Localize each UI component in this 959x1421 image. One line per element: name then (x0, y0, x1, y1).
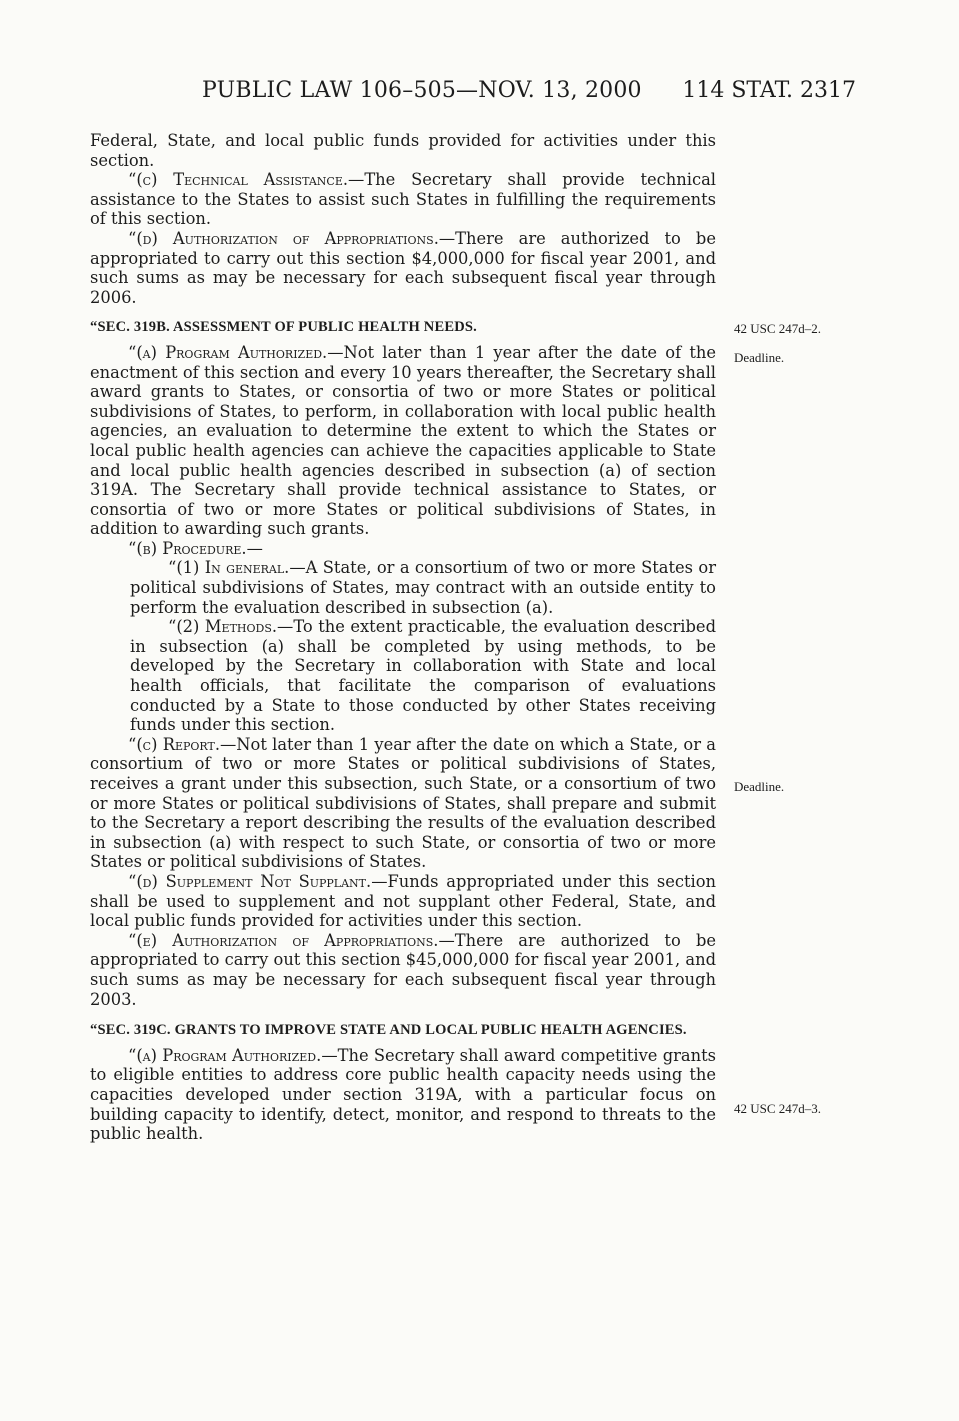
paragraph-319c-a: “(a) Program Authorized.—The Secretary shall award competitive grants to eligible entities to address core public health capacity needs using the capacities developed under section 319A, with a particular focus on building capacity to identify, detect, monitor, and respond to threats to the public health. (90, 1045, 717, 1144)
paragraph-heading: “(a) Program Authorized. (128, 1045, 322, 1065)
section-heading-319c: “SEC. 319C. GRANTS TO IMPROVE STATE AND LOCAL PUBLIC HEALTH AGENCIES. (90, 1022, 687, 1039)
paragraph-heading: “(d) Authorization of Appropriations. (128, 228, 439, 248)
margin-note-usc-319c: 42 USC 247d–3. (734, 1101, 822, 1116)
paragraph-heading: “(d) Supplement Not Supplant. (128, 871, 372, 891)
paragraph-heading: “(e) Authorization of Appropriations. (128, 930, 439, 950)
paragraph-319a-d: “(d) Authorization of Appropriations.—There are authorized to be appropriated to carry out this section $4,000,000 for fiscal year 2001, and such sums as may be necessary for each subsequent fiscal year through 2006. (90, 228, 716, 307)
page-header (90, 78, 856, 112)
running-title: PUBLIC LAW 106–505—NOV. 13, 2000 (202, 78, 642, 103)
paragraph-continued: Federal, State, and local public funds provided for activities under this section. (90, 131, 716, 170)
section-heading-319b: “SEC. 319B. ASSESSMENT OF PUBLIC HEALTH NEEDS. (90, 319, 477, 336)
paragraph-319b-d: “(d) Supplement Not Supplant.—Funds appropriated under this section shall be used to supplement and not supplant other Federal, State, and local public funds provided for activities under this section. (90, 871, 716, 931)
paragraph-heading: “(c) Report. (128, 734, 221, 754)
paragraph-319b-e: “(e) Authorization of Appropriations.—There are authorized to be appropriated to carry out this section $45,000,000 for fiscal year 2001, and such sums as may be necessary for each subsequent fiscal year through 2003. (90, 930, 717, 1009)
body-text (90, 131, 716, 1144)
margin-note-usc-319b: 42 USC 247d–2. (734, 321, 822, 336)
paragraph-heading: “(2) Methods. (168, 617, 278, 637)
paragraph-319b-c: “(c) Report.—Not later than 1 year after the date on which a State, or a consortium of two or more States or political subdivisions of States, receives a grant under this subsection, such State, or a consortium of two or more States or political subdivisions of States, shall prepare and submit to the Secretary a report describing the results of the evaluation described in subsection (a) with respect to such State, or consortia of two or more States or political subdivisions of States. (90, 734, 716, 872)
paragraph-319b-b: “(b) Procedure.— (128, 538, 263, 558)
margin-note-deadline: Deadline. (734, 350, 785, 365)
margin-note-deadline: Deadline. (734, 779, 785, 794)
paragraph-319b-a: “(a) Program Authorized.—Not later than 1 year after the date of the enactment of this section and every 10 years thereafter, the Secretary shall award grants to States, or consortia of two or more States or political subdivisions of States, to perform, in collaboration with local public health agencies, an evaluation to determine the extent to which the States or local public health agencies can achieve the capacities applicable to State and local public health agencies described in subsection (a) of section 319A. The Secretary shall provide technical assistance to States, or consortia of two or more States or political subdivisions of States, in addition to awarding such grants. (90, 342, 716, 539)
paragraph-heading: “(b) Procedure. (128, 538, 247, 558)
paragraph-319a-c: “(c) Technical Assistance.—The Secretary shall provide technical assistance to the States to assist such States in fulfilling the requirements of this section. (90, 170, 716, 229)
paragraph-319b-b1: “(1) In general.—A State, or a consortium of two or more States or political subdivisions of States, may contract with an outside entity to perform the evaluation described in subsection (a). (130, 558, 716, 617)
paragraph-heading: “(a) Program Authorized. (128, 342, 328, 362)
statute-page-number: 114 STAT. 2317 (682, 78, 856, 103)
paragraph-319b-b2: “(2) Methods.—To the extent practicable, the evaluation described in subsection (a) shall be completed by using methods, to be developed by the Secretary in collaboration with State and local health officials, that facilitate the comparison of evaluations conducted by a State to those conducted by other States receiving funds under this section. (130, 617, 716, 735)
paragraph-heading: “(1) In general. (168, 558, 290, 578)
paragraph-heading: “(c) Technical Assistance. (128, 170, 349, 190)
